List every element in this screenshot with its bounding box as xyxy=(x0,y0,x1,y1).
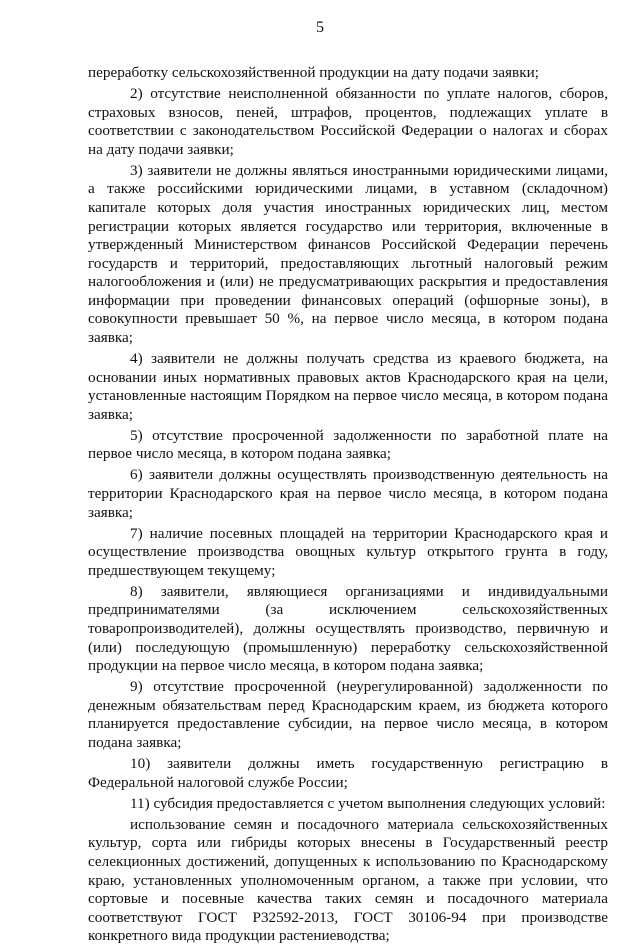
paragraph-item-7: 7) наличие посевных площадей на территории Краснодарского края и осуществление производства овощных культур открытого грунта в году, предшествующем текущему; xyxy=(88,524,608,579)
paragraph-item-8: 8) заявители, являющиеся организациями и индивидуальными предпринимателями (за исключением сельскохозяйственных товаропроизводителей), должны осуществлять производство, первичную и (или) последующую (промышленную) переработку сельскохозяйственной продукции на первое число месяца, в котором подана заявка; xyxy=(88,582,608,675)
document-body xyxy=(88,64,608,948)
paragraph-item-6: 6) заявители должны осуществлять производственную деятельность на территории Краснодарского края на первое число месяца, в котором подана заявка; xyxy=(88,466,608,521)
paragraph-item-9: 9) отсутствие просроченной (неурегулированной) задолженности по денежным обязательствам перед Краснодарским краем, из бюджета которого планируется предоставление субсидии, на первое число месяца, в котором подана заявка; xyxy=(88,678,608,751)
paragraph-item-11-condition: использование семян и посадочного материала сельскохозяйственных культур, сорта или гибриды которых внесены в Государственный реестр селекционных достижений, допущенных к использованию по Краснодарскому краю, установленных уполномоченным органом, а также при условии, что сортовые и посевные качества таких семян и посадочного материала соответствуют ГОСТ Р32592-2013, ГОСТ 30106-94 при производстве конкретного вида продукции растениеводства; xyxy=(88,815,608,945)
paragraph-item-3: 3) заявители не должны являться иностранными юридическими лицами, а также российскими юридическими лицами, в уставном (складочном) капитале которых доля участия иностранных юридических лиц, местом регистрации которых является государство или территория, включенные в утвержденный Министерством финансов Российской Федерации перечень государств и территорий, предоставляющих льготный налоговый режим налогообложения и (или) не предусматривающих раскрытия и предоставления информации при проведении финансовых операций (офшорные зоны), в совокупности превышает 50 %, на первое число месяца, в котором подана заявка; xyxy=(88,161,608,346)
paragraph-item-5: 5) отсутствие просроченной задолженности по заработной плате на первое число месяца, в котором подана заявка; xyxy=(88,426,608,463)
paragraph-item-10: 10) заявители должны иметь государственную регистрацию в Федеральной налоговой службе России; xyxy=(88,755,608,791)
paragraph-item-11: 11) субсидия предоставляется с учетом выполнения следующих условий: xyxy=(130,794,606,812)
paragraph-item-4: 4) заявители не должны получать средства из краевого бюджета, на основании иных нормативных правовых актов Краснодарского края на цели, установленные настоящим Порядком на первое число месяца, в котором подана заявка; xyxy=(88,349,608,423)
page-number: 5 xyxy=(316,19,324,36)
paragraph-item-2: 2) отсутствие неисполненной обязанности по уплате налогов, сборов, страховых взносов, пеней, штрафов, процентов, подлежащих уплате в соответствии с законодательством Российской Федерации о налогах и сборах на дату подачи заявки; xyxy=(88,85,608,158)
paragraph-1-continued: переработку сельскохозяйственной продукции на дату подачи заявки; xyxy=(88,64,539,81)
